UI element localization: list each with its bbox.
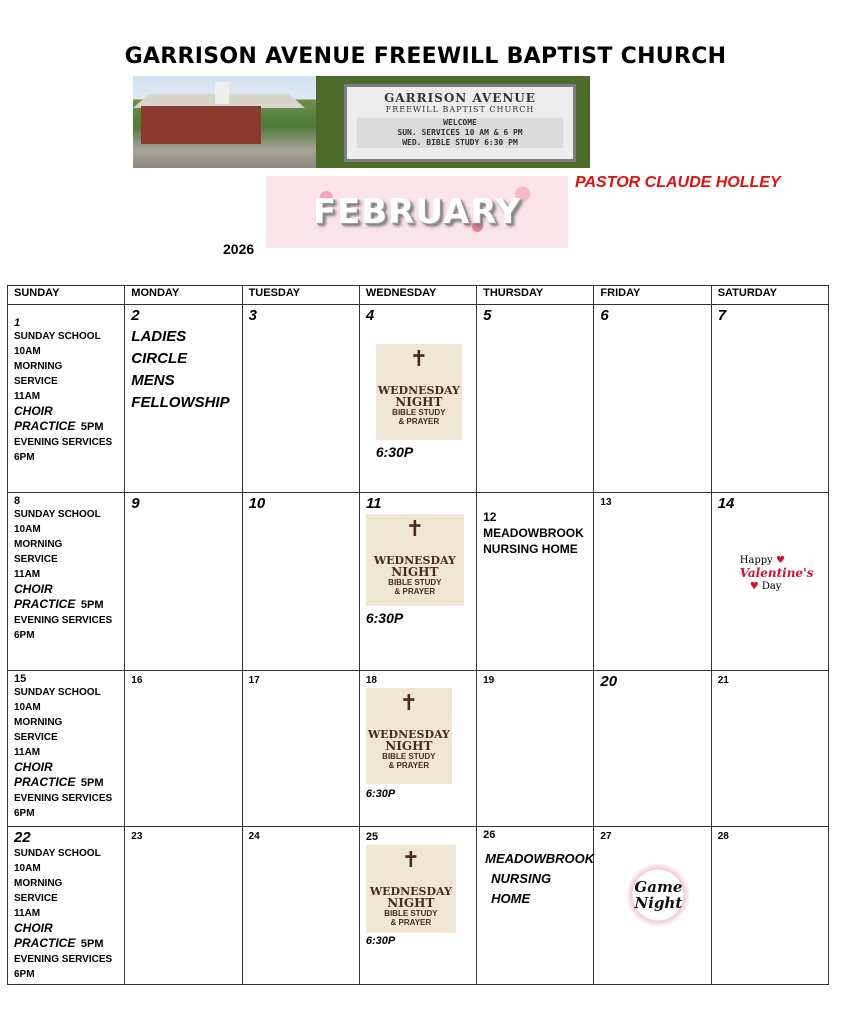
date-number: 28 (717, 831, 729, 842)
church-building-image (133, 76, 316, 168)
bible-cross-icon: ✝ (399, 691, 419, 716)
sign-board (357, 118, 563, 148)
date-number: 21 (717, 675, 729, 686)
day-cell-4 (359, 305, 476, 493)
sign-study: WED. BIBLE STUDY 6:30 PM (402, 138, 518, 147)
sign-line-1: GARRISON AVENUE (384, 91, 536, 105)
game-night-graphic: Game Night (626, 862, 690, 928)
event-time: 6:30P (375, 444, 414, 460)
event-time: 6:30P (365, 935, 396, 947)
wednesday-night-card: ✝ WEDNESDAY NIGHT BIBLE STUDY & PRAYER (366, 688, 452, 784)
sunday-schedule: SUNDAY SCHOOL 10AM MORNING SERVICE 11AM CHOIR PRACTICE 5PM EVENING SERVICES 6PM (14, 509, 113, 641)
day-cell-8 (8, 493, 125, 671)
event-time: 6:30P (365, 788, 396, 800)
day-cell-27 (594, 827, 711, 985)
heart-icon: ♥ (776, 555, 785, 566)
day-cell-20 (594, 671, 711, 827)
weekday-saturday: SATURDAY (711, 286, 828, 305)
day-cell-10 (242, 493, 359, 671)
month-label: FEBRUARY (312, 192, 522, 232)
date-number: 27 (600, 831, 612, 842)
weekday-monday: MONDAY (125, 286, 242, 305)
week-row (8, 493, 829, 671)
calendar-grid (7, 285, 829, 985)
bible-cross-icon: ✝ (405, 517, 425, 542)
day-cell-24 (242, 827, 359, 985)
date-number: 23 (131, 831, 143, 842)
weekday-header-row (8, 286, 829, 305)
week-row (8, 827, 829, 985)
date-number: 8 (14, 495, 21, 507)
date-number: 20 (600, 673, 618, 690)
date-number: 13 (600, 497, 612, 508)
date-number: 7 (717, 307, 727, 324)
weekday-thursday: THURSDAY (477, 286, 594, 305)
date-number: 22 (14, 829, 31, 846)
date-number: 12 (483, 510, 497, 524)
date-number: 3 (248, 307, 257, 324)
pastor-name: PASTOR CLAUDE HOLLEY (575, 174, 781, 191)
sign-welcome: WELCOME (443, 118, 477, 127)
heart-icon: ♥ (749, 581, 759, 592)
date-number: 25 (365, 831, 379, 843)
day-cell-11 (359, 493, 476, 671)
day-cell-25 (359, 827, 476, 985)
bible-cross-icon: ✝ (401, 848, 421, 873)
date-number: 18 (365, 675, 377, 686)
week-row (8, 671, 829, 827)
sunday-schedule: SUNDAY SCHOOL 10AM MORNING SERVICE 11AM CHOIR PRACTICE 5PM EVENING SERVICES 6PM (14, 848, 113, 980)
weekday-sunday: SUNDAY (8, 286, 125, 305)
date-number: 5 (483, 307, 492, 324)
bible-cross-icon: ✝ (409, 347, 429, 372)
weekday-tuesday: TUESDAY (242, 286, 359, 305)
date-number: 19 (483, 675, 495, 686)
day-cell-17 (242, 671, 359, 827)
year-label: 2026 (223, 241, 255, 257)
date-number: 1 (14, 317, 21, 329)
date-number: 11 (365, 495, 382, 512)
day-cell-16 (125, 671, 242, 827)
date-number: 15 (14, 673, 27, 685)
sign-line-2: FREEWILL BAPTIST CHURCH (385, 105, 535, 114)
date-number: 14 (717, 495, 735, 512)
day-cell-28 (711, 827, 828, 985)
day-cell-22 (8, 827, 125, 985)
church-photo (133, 76, 590, 168)
monday-events: LADIES CIRCLE MENS FELLOWSHIP (131, 328, 230, 411)
sunday-schedule: SUNDAY SCHOOL 10AM MORNING SERVICE 11AM CHOIR PRACTICE 5PM EVENING SERVICES 6PM (14, 331, 113, 463)
day-cell-1 (8, 305, 125, 493)
date-number: 26 (483, 829, 496, 841)
day-cell-2 (125, 305, 242, 493)
day-cell-3 (242, 305, 359, 493)
day-cell-6 (594, 305, 711, 493)
week-row (8, 305, 829, 493)
day-cell-26 (477, 827, 594, 985)
nursing-home-event: MEADOWBROOK NURSING HOME (485, 851, 595, 906)
day-cell-19 (477, 671, 594, 827)
day-cell-12 (477, 493, 594, 671)
day-cell-13 (594, 493, 711, 671)
day-cell-15 (8, 671, 125, 827)
weekday-friday: FRIDAY (594, 286, 711, 305)
event-time: 6:30P (365, 610, 404, 626)
date-number: 16 (131, 675, 143, 686)
date-number: 2 (131, 307, 140, 324)
date-number: 4 (365, 307, 375, 324)
weekday-wednesday: WEDNESDAY (359, 286, 476, 305)
date-number: 9 (131, 495, 140, 512)
sign-services: SUN. SERVICES 10 AM & 6 PM (397, 128, 523, 137)
day-cell-5 (477, 305, 594, 493)
date-number: 6 (600, 307, 609, 324)
wednesday-night-card: ✝ WEDNESDAY NIGHT BIBLE STUDY & PRAYER (376, 344, 462, 440)
day-cell-9 (125, 493, 242, 671)
day-cell-23 (125, 827, 242, 985)
day-cell-21 (711, 671, 828, 827)
wednesday-night-card: ✝ WEDNESDAY NIGHT BIBLE STUDY & PRAYER (366, 514, 464, 606)
church-title: GARRISON AVENUE FREEWILL BAPTIST CHURCH (124, 44, 727, 69)
month-banner (266, 176, 568, 248)
nursing-home-event: 12 MEADOWBROOK NURSING HOME (483, 509, 587, 557)
day-cell-14 (711, 493, 828, 671)
day-cell-7 (711, 305, 828, 493)
date-number: 17 (248, 675, 260, 686)
valentines-day-graphic: Happy ♥ Valentine's ♥ Day (739, 555, 814, 592)
church-sign-image (316, 76, 590, 168)
day-cell-18 (359, 671, 476, 827)
date-number: 10 (248, 495, 266, 512)
sunday-schedule: SUNDAY SCHOOL 10AM MORNING SERVICE 11AM CHOIR PRACTICE 5PM EVENING SERVICES 6PM (14, 687, 113, 819)
date-number: 24 (248, 831, 260, 842)
wednesday-night-card: ✝ WEDNESDAY NIGHT BIBLE STUDY & PRAYER (366, 845, 456, 933)
